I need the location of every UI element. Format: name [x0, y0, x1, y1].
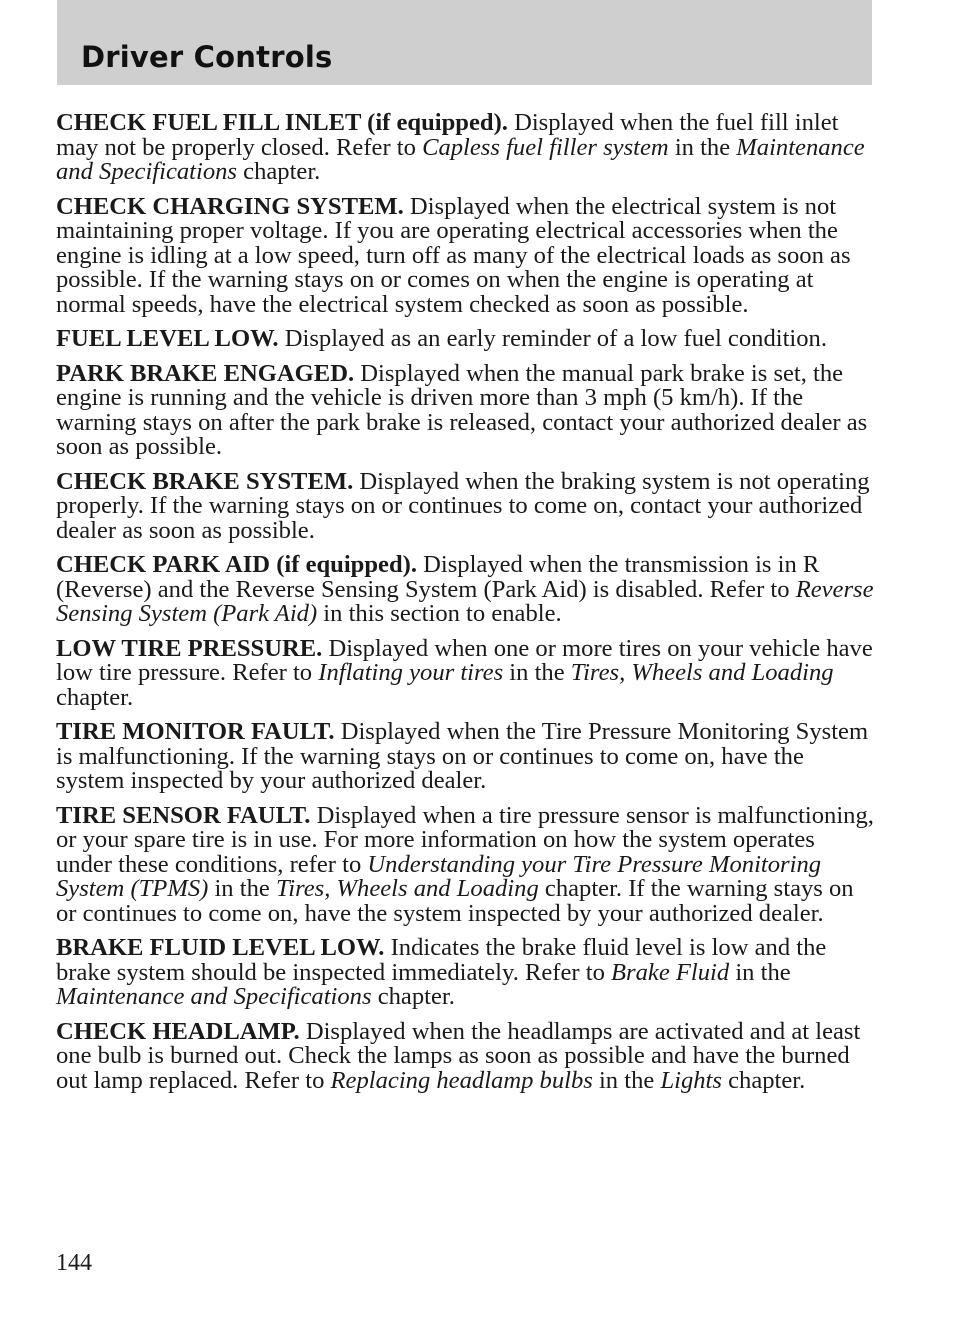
description-text: in the — [592, 1066, 661, 1094]
message-entry — [56, 1017, 874, 1094]
message-entry — [56, 467, 874, 544]
message-entry — [56, 111, 874, 185]
message-list — [56, 111, 874, 1103]
message-entry — [56, 936, 874, 1010]
message-entry — [56, 801, 874, 927]
description-text: Displayed as an early reminder of a low fuel condition. — [278, 325, 827, 352]
description-text: Indicates the brake fluid level is low and the brake system should be inspected immediately. Refer to — [56, 934, 827, 986]
message-term: CHECK FUEL FILL INLET (if equipped). — [56, 109, 508, 136]
description-text: Displayed when one or more tires on your vehicle have low tire pressure. Refer to — [56, 634, 873, 686]
chapter-reference: Lights — [660, 1066, 722, 1094]
description-text: in this section to enable. — [317, 600, 562, 627]
message-entry — [56, 192, 874, 318]
description-text: Displayed when the fuel fill inlet may not be properly closed. Refer to — [56, 109, 839, 161]
description-text: Displayed when the Tire Pressure Monitoring System is malfunctioning. If the warning stays on or continues to come on, have the system inspected by your authorized dealer. — [56, 718, 869, 794]
description-text: chapter. — [721, 1066, 806, 1094]
message-entry — [56, 359, 874, 460]
description-text: Displayed when the electrical system is not maintaining proper voltage. If you are operating electrical accessories when the engine is idling at a low speed, turn off as many of the electrical loads as soon as possible. If the warning stays on or comes on when the engine is operating at normal speeds, have the electrical system checked as soon as possible. — [56, 192, 851, 318]
cross-reference: Reverse Sensing System (Park Aid) — [56, 575, 874, 627]
description-text: in the — [668, 133, 737, 161]
chapter-reference: Tires, Wheels and Loading — [275, 875, 539, 902]
message-term: PARK BRAKE ENGAGED. — [56, 359, 355, 387]
message-term: CHECK HEADLAMP. — [56, 1017, 300, 1045]
cross-reference: Capless fuel filler system — [422, 133, 669, 161]
cross-reference: Replacing headlamp bulbs — [330, 1066, 593, 1094]
message-term: TIRE MONITOR FAULT. — [56, 718, 335, 745]
description-text: chapter. — [56, 683, 134, 711]
description-text: Displayed when the headlamps are activated and at least one bulb is burned out. Check the lamps as soon as possible and have the burned out lamp replaced. Refer to — [56, 1017, 861, 1094]
message-entry — [56, 553, 874, 627]
message-term: CHECK BRAKE SYSTEM. — [56, 467, 354, 495]
page-title: Driver Controls — [81, 40, 333, 74]
message-entry — [56, 327, 874, 352]
cross-reference: Understanding your Tire Pressure Monitoring System (TPMS) — [56, 850, 822, 902]
cross-reference: Brake Fluid — [611, 958, 730, 986]
message-term: TIRE SENSOR FAULT. — [56, 801, 311, 829]
description-text: Displayed when the braking system is not operating properly. If the warning stays on or continues to come on, contact your authorized dealer as soon as possible. — [56, 467, 870, 544]
cross-reference: Inflating your tires — [318, 659, 504, 686]
description-text: in the — [729, 958, 791, 986]
description-text: Displayed when the manual park brake is set, the engine is running and the vehicle is driven more than 3 mph (5 km/h). If the warning stays on after the park brake is released, contact your authorized dealer as soon as possible. — [56, 359, 868, 460]
page-number: 144 — [56, 1250, 92, 1276]
description-text: chapter. — [237, 158, 321, 185]
message-term: CHECK PARK AID (if equipped). — [56, 551, 417, 578]
chapter-reference: Tires, Wheels and Loading — [570, 659, 834, 686]
message-term: BRAKE FLUID LEVEL LOW. — [56, 934, 385, 961]
chapter-reference: Maintenance and Specifications — [56, 133, 865, 185]
description-text: in the — [208, 875, 276, 902]
chapter-reference: Maintenance and Specifications — [56, 983, 372, 1010]
message-entry — [56, 720, 874, 794]
description-text: Displayed when a tire pressure sensor is malfunctioning, or your spare tire is in use. For more information on how the system operates under these conditions, refer to — [56, 801, 874, 878]
message-term: CHECK CHARGING SYSTEM. — [56, 192, 404, 220]
description-text: Displayed when the transmission is in R (Reverse) and the Reverse Sensing System (Park Aid) is disabled. Refer to — [56, 551, 820, 603]
description-text: chapter. — [371, 983, 455, 1010]
message-entry — [56, 634, 874, 711]
section-header — [57, 0, 872, 85]
description-text: in the — [503, 659, 571, 686]
description-text: chapter. If the warning stays on or continues to come on, have the system inspected by your authorized dealer. — [56, 875, 854, 927]
message-term: LOW TIRE PRESSURE. — [56, 634, 323, 662]
message-term: FUEL LEVEL LOW. — [56, 325, 279, 352]
